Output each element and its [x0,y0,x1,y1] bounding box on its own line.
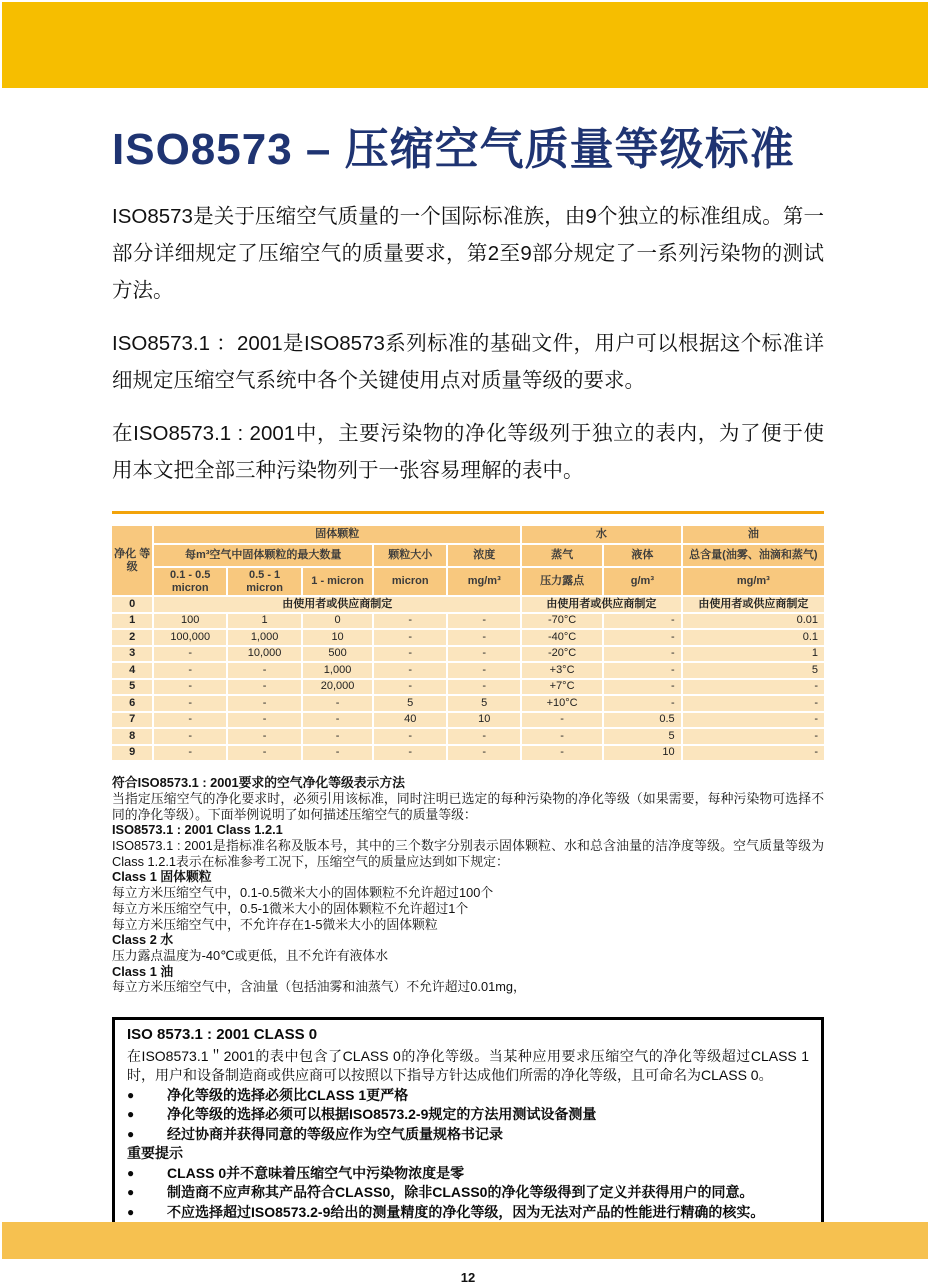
intro-paragraph-3: 在ISO8573.1 : 2001中，主要污染物的净化等级列于独立的表内，为了便于使用本文把全部三种污染物列于一张容易理解的表中。 [112,421,824,482]
sub-header-particle-size: 颗粒大小 [374,545,446,566]
table-cell: 100 [154,614,226,629]
table-cell: +7°C [522,680,602,695]
table-cell: - [228,729,301,744]
table-cell: - [374,630,446,645]
table-cell: - [522,713,602,728]
table-cell: 1,000 [228,630,301,645]
bullet-text: 制造商不应声称其产品符合CLASS0，除非CLASS0的净化等级得到了定义并获得用户的同意。 [167,1184,754,1201]
table-cell: - [683,680,824,695]
table-cell: - [154,746,226,761]
page-number: 12 [460,1269,476,1285]
class0-box-intro: 在ISO8573.1＂2001的表中包含了CLASS 0的净化等级。当某种应用要求压缩空气的净化等级超过CLASS 1时，用户和设备制造商或供应商可以按照以下指导方针达成他们所需的净化等级，且可命名为CLASS 0。 [127,1047,809,1084]
table-cell: - [683,746,824,761]
note-line: 符合ISO8573.1 : 2001要求的空气净化等级表示方法 [112,775,405,791]
table-cell: 8 [112,729,152,744]
table-cell: -70°C [522,614,602,629]
note-line: ISO8573.1 : 2001是指标准名称及版本号，其中的三个数字分别表示固体颗粒、水和总含油量的洁净度等级。空气质量等级为Class 1.2.1表示在标准参考工况下，压缩空气的质量应达到如下规定： [112,838,824,869]
table-cell: - [154,647,226,662]
table-cell: 0.5 [604,713,681,728]
air-quality-table [110,524,826,762]
table-cell: - [303,746,372,761]
table-cell: - [374,746,446,761]
bullet-text: CLASS 0并不意味着压缩空气中污染物浓度是零 [167,1164,465,1181]
note-line: 每立方米压缩空气中，含油量（包括油雾和油蒸气）不允许超过0.01mg， [112,979,526,995]
table-cell: - [604,614,681,629]
table-cell: - [604,647,681,662]
table-cell: - [303,729,372,744]
group-header-oil: 油 [683,526,824,543]
table-cell: 2 [112,630,152,645]
note-line: 每立方米压缩空气中，0.1-0.5微米大小的固体颗粒不允许超过100个 [112,885,494,901]
bullet-text: 净化等级的选择必须比CLASS 1更严格 [167,1086,409,1103]
table-cell: 500 [303,647,372,662]
intro-paragraph-2: ISO8573.1 ：2001是ISO8573系列标准的基础文件，用户可以根据这个标准详细规定压缩空气系统中各个关键使用点对质量等级的要求。 [112,331,824,392]
unit-header: mg/m³ [448,568,520,595]
made-by-note: 由使用者或供应商制定 [683,597,824,612]
table-row [112,713,824,728]
table-cell: 5 [683,663,824,678]
bullet-item [127,1105,809,1125]
table-cell: - [683,696,824,711]
notes-section [112,775,824,995]
table-cell: 20,000 [303,680,372,695]
table-cell: - [374,729,446,744]
table-cell: - [522,729,602,744]
made-by-note: 由使用者或供应商制定 [522,597,681,612]
table-cell: 1 [228,614,301,629]
sub-header-liquid: 液体 [604,545,681,566]
table-cell: - [154,663,226,678]
table-cell: 0.01 [683,614,824,629]
table-cell: - [154,713,226,728]
bullet-icon: ● [127,1204,135,1219]
guideline-bullets [127,1086,809,1145]
table-cell: 5 [374,696,446,711]
bullet-item [127,1203,809,1223]
table-cell: -40°C [522,630,602,645]
table-cell: - [448,746,520,761]
table-cell: 5 [448,696,520,711]
table-cell: - [604,680,681,695]
table-cell: 1,000 [303,663,372,678]
bullet-text: 经过协商并获得同意的等级应作为空气质量规格书记录 [167,1125,503,1142]
page-title: ISO8573 – 压缩空气质量等级标准 [112,125,795,174]
orange-divider [112,511,824,514]
table-cell: 100,000 [154,630,226,645]
note-line: Class 2 水 [112,932,174,948]
table-row [112,630,824,645]
bullet-icon: ● [127,1126,135,1141]
table-cell: - [374,647,446,662]
table-cell: 9 [112,746,152,761]
table-cell: - [228,680,301,695]
table-cell: 1 [112,614,152,629]
table-cell: - [604,630,681,645]
unit-header: mg/m³ [683,568,824,595]
top-yellow-band [2,2,928,88]
table-cell: - [154,696,226,711]
table-cell: - [303,696,372,711]
table-cell: - [374,614,446,629]
table-cell: 10 [303,630,372,645]
table-cell: 10 [604,746,681,761]
table-cell: 0.1 [683,630,824,645]
table-row [112,614,824,629]
important-label: 重要提示 [127,1145,183,1162]
table-row [112,746,824,761]
table-cell: - [448,729,520,744]
table-cell: - [448,663,520,678]
note-line: 每立方米压缩空气中，不允许存在1-5微米大小的固体颗粒 [112,916,438,932]
unit-header: 1 - micron [303,568,372,595]
sub-header-max-count: 每m³空气中固体颗粒的最大数量 [154,545,372,566]
table-cell: - [522,746,602,761]
unit-header: g/m³ [604,568,681,595]
sub-header-vapor: 蒸气 [522,545,602,566]
table-cell: +10°C [522,696,602,711]
unit-header: micron [374,568,446,595]
note-line: Class 1 固体颗粒 [112,869,212,885]
bullet-item [127,1086,809,1106]
note-line: 每立方米压缩空气中，0.5-1微米大小的固体颗粒不允许超过1个 [112,900,469,916]
table-cell: - [683,729,824,744]
table-cell: 0 [303,614,372,629]
bullet-icon: ● [127,1185,135,1200]
table-cell: 5 [604,729,681,744]
table-row-class0 [112,597,824,612]
table-row [112,663,824,678]
bullet-item [127,1183,809,1203]
table-cell: 10 [448,713,520,728]
class0-box-title: ISO 8573.1 : 2001 CLASS 0 [127,1026,318,1044]
table-cell: - [228,696,301,711]
table-cell: - [154,680,226,695]
table-cell: - [448,630,520,645]
table-cell: 10,000 [228,647,301,662]
note-line: ISO8573.1 : 2001 Class 1.2.1 [112,822,283,838]
table-row [112,696,824,711]
table-cell: - [303,713,372,728]
note-line: 压力露点温度为-40℃或更低，且不允许有液体水 [112,947,389,963]
group-header-particles: 固体颗粒 [154,526,520,543]
table-cell: 40 [374,713,446,728]
table-cell: - [374,663,446,678]
bullet-icon: ● [127,1087,135,1102]
note-line: Class 1 油 [112,963,174,979]
table-cell: 3 [112,647,152,662]
table-cell: 7 [112,713,152,728]
unit-header: 0.5 - 1 micron [228,568,301,595]
table-row [112,647,824,662]
table-cell: - [604,696,681,711]
bullet-item [127,1125,809,1145]
table-cell: - [228,663,301,678]
table-cell: - [154,729,226,744]
note-line: 当指定压缩空气的净化要求时，必须引用该标准，同时注明已选定的每种污染物的净化等级（如果需要，每种污染物可选择不同的净化等级）。下面举例说明了如何描述压缩空气的质量等级： [112,790,824,822]
table-cell: - [448,614,520,629]
bullet-text: 不应选择超过ISO8573.2-9给出的测量精度的净化等级，因为无法对产品的性能进行精确的核实。 [167,1203,765,1220]
bullet-icon: ● [127,1165,135,1180]
table-cell: - [448,680,520,695]
bullet-text: 净化等级的选择必须可以根据ISO8573.2-9规定的方法用测试设备测量 [167,1106,597,1123]
class-label: 0 [112,597,152,612]
table-cell: -20°C [522,647,602,662]
sub-header-concentration: 浓度 [448,545,520,566]
made-by-note: 由使用者或供应商制定 [154,597,520,612]
class0-box [112,1017,824,1254]
intro-paragraph-1: ISO8573是关于压缩空气质量的一个国际标准族，由9个独立的标准组成。第一部分详细规定了压缩空气的质量要求，第2至9部分规定了一系列污染物的测试方法。 [112,204,824,302]
table-cell: 5 [112,680,152,695]
table-cell: 4 [112,663,152,678]
table-row [112,680,824,695]
table-cell: - [448,647,520,662]
table-corner-header: 净化 等级 [112,526,152,595]
table-cell: - [228,713,301,728]
table-cell: - [683,713,824,728]
sub-header-oil-total: 总含量(油雾、油滴和蒸气) [683,545,824,566]
unit-header: 0.1 - 0.5 micron [154,568,226,595]
table-cell: - [374,680,446,695]
bottom-yellow-band [2,1222,928,1259]
group-header-water: 水 [522,526,681,543]
page-content [112,88,824,1285]
bullet-icon: ● [127,1107,135,1122]
table-row [112,729,824,744]
bullet-item [127,1164,809,1184]
table-cell: 6 [112,696,152,711]
table-cell: 1 [683,647,824,662]
table-cell: - [604,663,681,678]
unit-header: 压力露点 [522,568,602,595]
table-cell: +3°C [522,663,602,678]
table-cell: - [228,746,301,761]
